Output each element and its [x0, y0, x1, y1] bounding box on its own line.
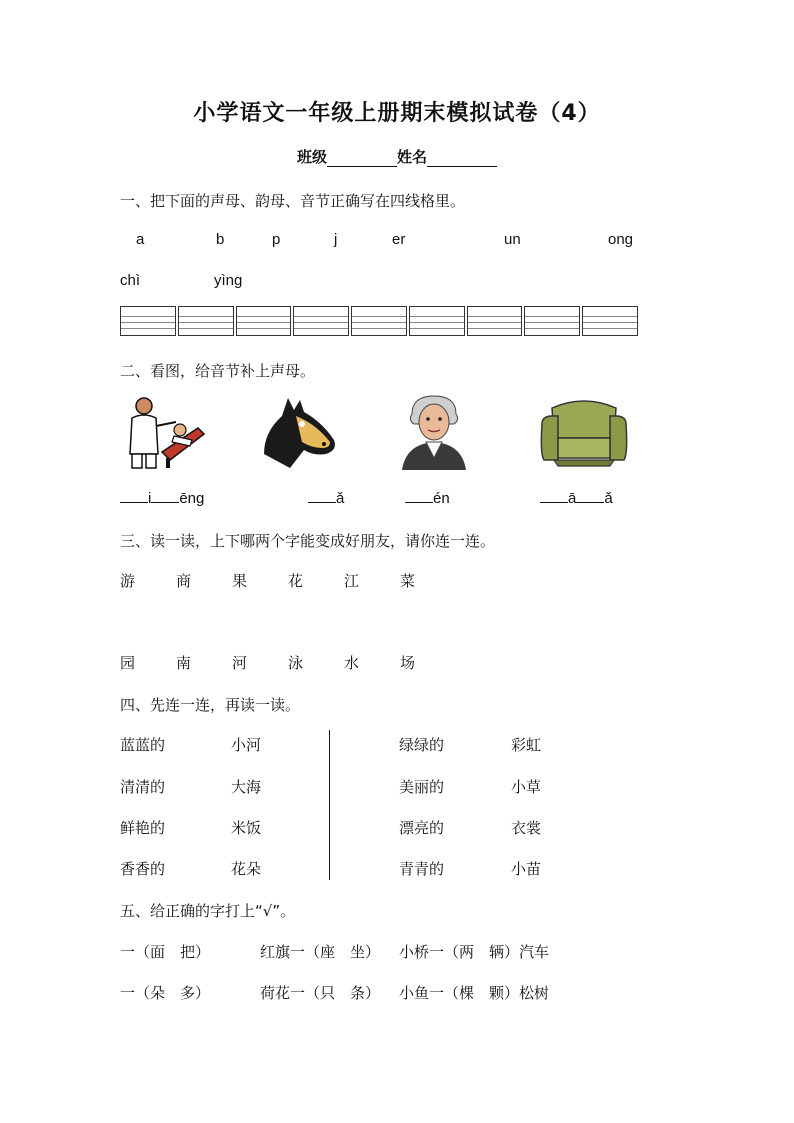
section2-heading: 二、看图，给音节补上声母。 — [120, 362, 316, 380]
char-bottom[interactable]: 泳 — [288, 654, 304, 672]
fill-blank[interactable] — [540, 488, 568, 503]
name-blank[interactable] — [427, 150, 497, 167]
pinyin-item: ong — [608, 231, 634, 248]
match-left-item[interactable]: 绿绿的 — [399, 736, 445, 754]
grid-cell[interactable] — [120, 306, 176, 336]
match-right-item[interactable]: 彩虹 — [511, 736, 542, 754]
choice-item[interactable]: 小桥一（两 辆）汽车 — [399, 943, 550, 961]
pinyin-item: un — [504, 231, 521, 248]
horse-icon — [260, 392, 340, 472]
grid-cell[interactable] — [467, 306, 523, 336]
column-divider — [329, 730, 330, 880]
char-top[interactable]: 菜 — [400, 572, 416, 590]
pinyin-item: yìng — [214, 272, 243, 289]
blank-group-4 — [540, 488, 613, 507]
char-top[interactable]: 游 — [120, 572, 136, 590]
man-portrait-icon — [398, 392, 470, 472]
char-top[interactable]: 果 — [232, 572, 248, 590]
char-bottom[interactable]: 南 — [176, 654, 192, 672]
pinyin-item: b — [216, 231, 225, 248]
pinyin-item: a — [136, 231, 145, 248]
char-bottom[interactable]: 场 — [400, 654, 416, 672]
match-left-item[interactable]: 青青的 — [399, 860, 445, 878]
section3-heading: 三、读一读，上下哪两个字能变成好朋友，请你连一连。 — [120, 532, 496, 550]
match-left-item[interactable]: 鲜艳的 — [120, 819, 166, 837]
page-title: 小学语文一年级上册期末模拟试卷（4） — [193, 101, 601, 126]
section4-heading: 四、先连一连，再读一读。 — [120, 696, 301, 714]
choice-item[interactable]: 红旗一（座 坐） — [260, 943, 381, 961]
pinyin-part: én — [433, 490, 450, 507]
char-top[interactable]: 花 — [288, 572, 304, 590]
match-right-item[interactable]: 小草 — [511, 778, 542, 796]
pinyin-part: ǎ — [604, 490, 613, 507]
fill-blank[interactable] — [308, 488, 336, 503]
match-right-item[interactable]: 米饭 — [231, 819, 262, 837]
match-left-item[interactable]: 清清的 — [120, 778, 166, 796]
grid-cell[interactable] — [293, 306, 349, 336]
sofa-icon — [538, 394, 630, 472]
pinyin-item: j — [334, 231, 338, 248]
match-left-item[interactable]: 漂亮的 — [399, 819, 445, 837]
grid-cell[interactable] — [582, 306, 638, 336]
fill-blank[interactable] — [151, 488, 179, 503]
pinyin-part: ā — [568, 490, 577, 507]
match-left-item[interactable]: 蓝蓝的 — [120, 736, 166, 754]
choice-item[interactable]: 一（朵 多） — [120, 984, 211, 1002]
fill-blank[interactable] — [576, 488, 604, 503]
char-bottom[interactable]: 园 — [120, 654, 136, 672]
blank-group-1 — [120, 488, 204, 507]
section5-heading: 五、给正确的字打上“√”。 — [120, 902, 296, 920]
grid-cell[interactable] — [409, 306, 465, 336]
char-top[interactable]: 江 — [344, 572, 360, 590]
match-left-item[interactable]: 香香的 — [120, 860, 166, 878]
choice-item[interactable]: 荷花一（只 条） — [260, 984, 381, 1002]
four-line-grid — [120, 306, 638, 338]
grid-cell[interactable] — [524, 306, 580, 336]
match-right-item[interactable]: 小苗 — [511, 860, 542, 878]
pinyin-part: i — [148, 490, 152, 507]
char-top[interactable]: 商 — [176, 572, 192, 590]
pinyin-part: ēng — [179, 490, 205, 507]
class-blank[interactable] — [327, 150, 397, 167]
match-right-item[interactable]: 衣裳 — [511, 819, 542, 837]
class-label: 班级 — [296, 148, 327, 166]
grid-cell[interactable] — [351, 306, 407, 336]
name-label: 姓名 — [397, 148, 428, 166]
pinyin-item: p — [272, 231, 281, 248]
match-right-item[interactable]: 小河 — [231, 736, 262, 754]
match-left-item[interactable]: 美丽的 — [399, 778, 445, 796]
fill-blank[interactable] — [405, 488, 433, 503]
grid-cell[interactable] — [178, 306, 234, 336]
pinyin-item: er — [392, 231, 406, 248]
pinyin-part: ǎ — [336, 490, 345, 507]
class-name-line — [0, 146, 794, 167]
blank-group-2 — [308, 488, 344, 507]
match-right-item[interactable]: 大海 — [231, 778, 262, 796]
choice-item[interactable]: 小鱼一（棵 颗）松树 — [399, 984, 550, 1002]
char-bottom[interactable]: 河 — [232, 654, 248, 672]
choice-item[interactable]: 一（面 把） — [120, 943, 211, 961]
fill-blank[interactable] — [120, 488, 148, 503]
blank-group-3 — [405, 488, 450, 507]
grid-cell[interactable] — [236, 306, 292, 336]
char-bottom[interactable]: 水 — [344, 654, 360, 672]
pinyin-item: chì — [120, 272, 141, 289]
dentist-icon — [118, 392, 208, 472]
section1-heading: 一、把下面的声母、韵母、音节正确写在四线格里。 — [120, 192, 466, 210]
match-right-item[interactable]: 花朵 — [231, 860, 262, 878]
